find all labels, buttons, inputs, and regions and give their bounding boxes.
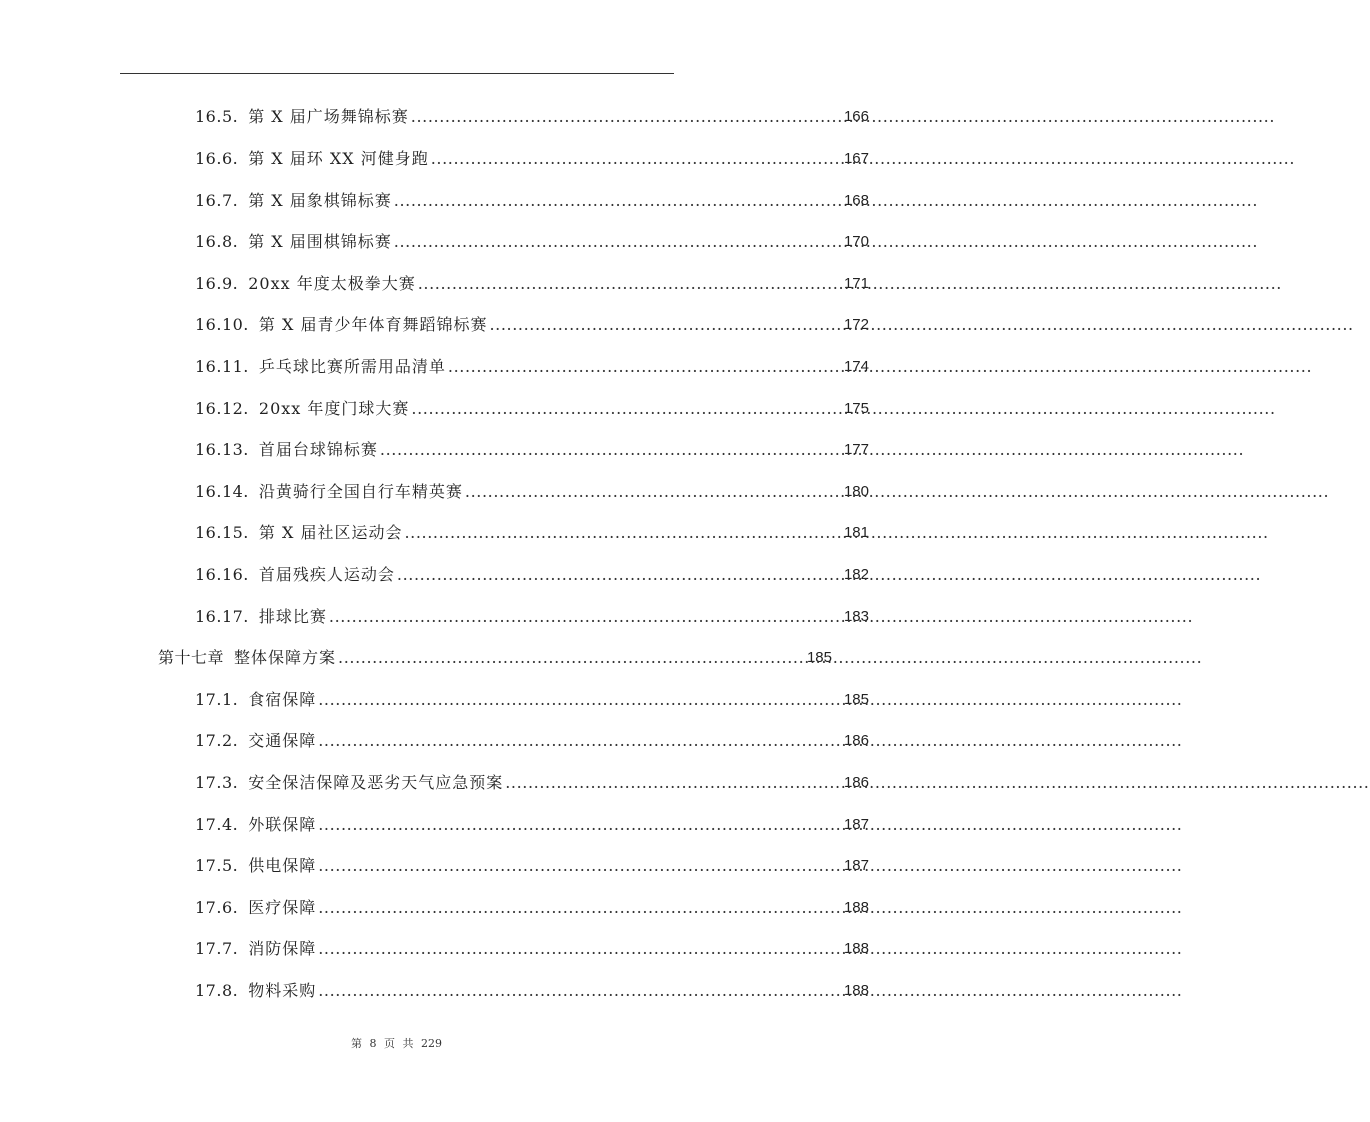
toc-entry-title: 20xx 年度门球大赛 [258, 399, 410, 418]
toc-entry-page: 180 [843, 483, 869, 500]
toc-leader-dots [329, 605, 841, 629]
toc-entry-number: 16.16. [195, 565, 249, 584]
toc-entry-title: 首届台球锦标赛 [258, 440, 378, 459]
toc-entry-page: 188 [843, 899, 869, 916]
toc-entry-page: 166 [843, 108, 869, 125]
toc-leader-dots [394, 189, 841, 213]
toc-entry[interactable] [0, 979, 869, 1003]
toc-entry-number: 16.6. [195, 149, 239, 168]
toc-leader-dots [318, 854, 841, 878]
toc-leader-dots [404, 521, 841, 545]
toc-entry-number: 17.8. [195, 981, 239, 1000]
toc-entry-number: 16.11. [195, 357, 249, 376]
toc-leader-dots [397, 563, 841, 587]
toc-entry[interactable] [0, 896, 869, 920]
toc-entry-page: 187 [843, 857, 869, 874]
toc-entry-title: 第 X 届青少年体育舞蹈锦标赛 [258, 315, 488, 334]
toc-entry-number: 17.5. [195, 856, 239, 875]
toc-entry[interactable] [0, 313, 869, 337]
toc-entry-page: 181 [843, 524, 869, 541]
toc-entry-title: 20xx 年度太极拳大赛 [248, 274, 416, 293]
toc-entry-title: 第 X 届象棋锦标赛 [248, 191, 392, 210]
toc-leader-dots [318, 729, 841, 753]
toc-entry-title: 第 X 届社区运动会 [258, 523, 403, 542]
toc-leader-dots [505, 771, 841, 795]
footer-current-page: 8 [369, 1037, 377, 1050]
toc-entry-number: 17.3. [195, 773, 239, 792]
toc-entry-number: 16.5. [195, 107, 239, 126]
toc-entry-title: 交通保障 [248, 731, 317, 750]
toc-entry[interactable] [0, 105, 869, 129]
toc-leader-dots [411, 397, 841, 421]
toc-entry-page: 182 [843, 566, 869, 583]
toc-entry-number: 16.7. [195, 191, 239, 210]
toc-entry-number: 16.9. [195, 274, 239, 293]
toc-entry-page: 185 [806, 649, 832, 666]
toc-leader-dots [418, 272, 841, 296]
toc-chapter-entry[interactable] [0, 646, 832, 670]
toc-entry[interactable] [0, 521, 869, 545]
toc-entry-title: 沿黄骑行全国自行车精英赛 [258, 482, 463, 501]
toc-leader-dots [318, 688, 841, 712]
toc-entry[interactable] [0, 230, 869, 254]
toc-entry[interactable] [0, 771, 869, 795]
toc-leader-dots [465, 480, 841, 504]
toc-entry[interactable] [0, 688, 869, 712]
toc-entry-number: 16.14. [195, 482, 249, 501]
toc-entry-title: 乒乓球比赛所需用品清单 [258, 357, 446, 376]
footer-prefix: 第 [351, 1037, 362, 1050]
toc-entry[interactable] [0, 854, 869, 878]
toc-entry-page: 171 [843, 275, 869, 292]
toc-entry-title: 安全保洁保障及恶劣天气应急预案 [248, 773, 504, 792]
toc-entry-title: 外联保障 [248, 815, 317, 834]
toc-entry-number: 16.17. [195, 607, 249, 626]
toc-leader-dots [338, 646, 804, 670]
toc-entry[interactable] [0, 813, 869, 837]
toc-entry-number: 17.2. [195, 731, 239, 750]
footer-total-label: 共 [402, 1037, 414, 1050]
toc-entry-number: 16.15. [195, 523, 249, 542]
toc-entry-title: 第 X 届环 XX 河健身跑 [248, 149, 429, 168]
toc-leader-dots [318, 979, 841, 1003]
toc-leader-dots [318, 813, 841, 837]
toc-entry-title: 第 X 届围棋锦标赛 [248, 232, 392, 251]
toc-entry-number: 第十七章 [158, 648, 225, 667]
toc-entry-number: 17.6. [195, 898, 239, 917]
toc-entry-title: 消防保障 [248, 939, 317, 958]
toc-entry-title: 首届残疾人运动会 [258, 565, 395, 584]
toc-entry-page: 188 [843, 982, 869, 999]
toc-entry-number: 17.4. [195, 815, 239, 834]
toc-entry[interactable] [0, 438, 869, 462]
toc-leader-dots [411, 105, 841, 129]
toc-leader-dots [394, 230, 841, 254]
toc-entry-page: 187 [843, 816, 869, 833]
toc-leader-dots [448, 355, 841, 379]
toc-entry-title: 物料采购 [248, 981, 317, 1000]
toc-entry[interactable] [0, 272, 869, 296]
toc-leader-dots [431, 147, 841, 171]
toc-entry-page: 186 [843, 732, 869, 749]
toc-entry-number: 16.10. [195, 315, 249, 334]
toc-entry[interactable] [0, 147, 869, 171]
toc-entry-page: 174 [843, 358, 869, 375]
footer-total-pages: 229 [421, 1037, 442, 1050]
page-footer [0, 1035, 793, 1051]
toc-entry-number: 17.1. [195, 690, 239, 709]
toc-entry-page: 167 [843, 150, 869, 167]
footer-page-label: 页 [384, 1037, 395, 1050]
toc-entry-number: 16.13. [195, 440, 249, 459]
toc-entry[interactable] [0, 189, 869, 213]
toc-entry-title: 医疗保障 [248, 898, 317, 917]
toc-entry-page: 172 [843, 316, 869, 333]
toc-entry-title: 整体保障方案 [234, 648, 337, 667]
toc-entry-page: 186 [843, 774, 869, 791]
toc-entry-page: 170 [843, 233, 869, 250]
toc-leader-dots [489, 313, 841, 337]
toc-entry-title: 排球比赛 [258, 607, 327, 626]
toc-leader-dots [318, 937, 841, 961]
toc-entry-page: 177 [843, 441, 869, 458]
toc-entry[interactable] [0, 480, 869, 504]
toc-entry[interactable] [0, 729, 869, 753]
toc-entry[interactable] [0, 563, 869, 587]
toc-leader-dots [318, 896, 841, 920]
toc-entry[interactable] [0, 397, 869, 421]
toc-leader-dots [380, 438, 841, 462]
toc-entry[interactable] [0, 355, 869, 379]
toc-entry[interactable] [0, 605, 869, 629]
toc-entry-number: 17.7. [195, 939, 239, 958]
toc-entry-number: 16.12. [195, 399, 249, 418]
toc-entry-page: 175 [843, 400, 869, 417]
toc-entry-page: 188 [843, 940, 869, 957]
toc-entry-title: 供电保障 [248, 856, 317, 875]
toc-entry-title: 第 X 届广场舞锦标赛 [248, 107, 409, 126]
toc-entry-page: 185 [843, 691, 869, 708]
toc-entry-number: 16.8. [195, 232, 239, 251]
toc-entry-page: 168 [843, 192, 869, 209]
toc-entry-title: 食宿保障 [248, 690, 317, 709]
toc-entry-page: 183 [843, 608, 869, 625]
toc-entry[interactable] [0, 937, 869, 961]
